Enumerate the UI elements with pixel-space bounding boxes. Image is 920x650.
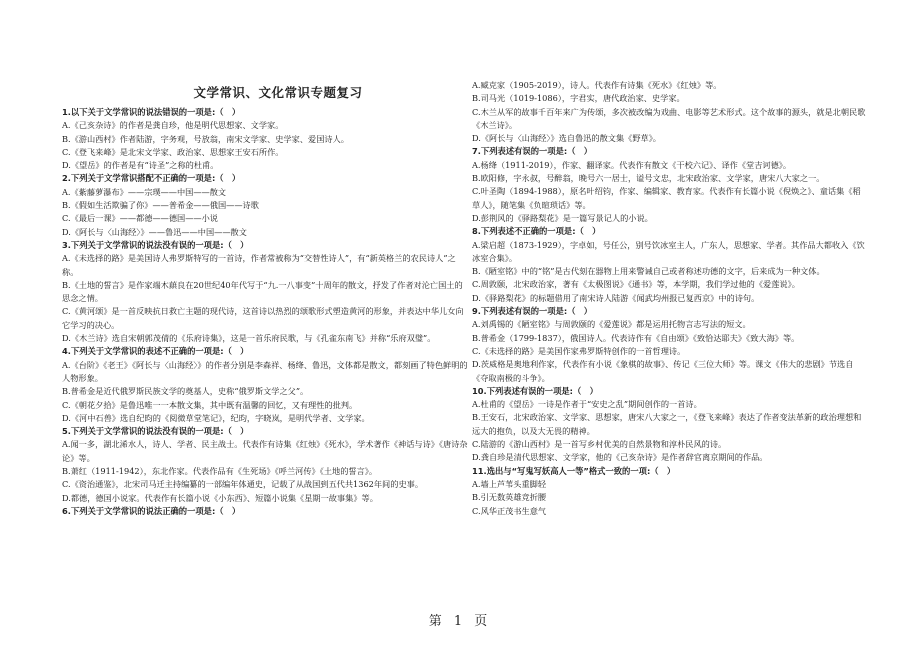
left-column-body bbox=[62, 106, 470, 518]
answer-option: B.《陋室铭》中的“铭”是古代刻在器物上用来警诫自己或者称述功德的文字，后来成为一种文体。 bbox=[472, 266, 825, 277]
answer-option: C.《黄河颂》是一首反映抗日救亡主题的现代诗，这首诗以热烈的颂歌形式塑造黄河的形象，并表达中华儿女向它学习的决心。 bbox=[62, 306, 464, 330]
answer-option: A.《紫藤萝瀑布》——宗璞——中国——散文 bbox=[62, 186, 227, 197]
answer-option: A.《未选择的路》是美国诗人弗罗斯特写的一首诗，作者常被称为“交替性诗人”，有“新英格兰的农民诗人”之称。 bbox=[62, 253, 456, 277]
answer-option: A.墙上芦苇头重脚轻 bbox=[472, 478, 547, 489]
answer-option: B.《土地的誓言》是作家端木蕻良在20世纪40年代写于“九.一八事变”十周年的散文，抒发了作者对沦亡国土的思念之情。 bbox=[62, 279, 463, 304]
answer-option: C.叶圣陶（1894-1988），原名叶绍钧，作家、编辑家、教育家。代表作有长篇小说《倪焕之》、童话集《稻草人》，随笔集《负暄琐话》等。 bbox=[472, 186, 861, 210]
answer-option: B.《假如生活欺骗了你》——普希金——俄国——诗歌 bbox=[62, 200, 259, 211]
page-number: 第 1 页 bbox=[428, 614, 492, 629]
right-column-body bbox=[472, 79, 868, 518]
answer-option: D.都德，德国小说家。代表作有长篇小说《小东西》、短篇小说集《星期一故事集》等。 bbox=[62, 492, 378, 503]
answer-option: B.萧红（1911-1942），东北作家。代表作品有《生死场》《呼兰河传》《土地的誓言》。 bbox=[62, 466, 378, 477]
question-stem: 6.下列关于文学常识的说法正确的一项是:（ ） bbox=[62, 505, 241, 516]
question-stem: 2.下列关于文学常识搭配不正确的一项是:（ ） bbox=[62, 173, 241, 184]
question-stem: 7.下列表述有误的一项是:（ ） bbox=[472, 146, 593, 157]
answer-option: C.《资治通鉴》，北宋司马迁主持编纂的一部编年体通史，记载了从战国到五代共1362年间的史事。 bbox=[62, 479, 424, 490]
question-stem: 11.选出与“写鬼写妖高人一等”格式一致的一项:（ ） bbox=[472, 465, 676, 476]
answer-option: D.《阿长与〈山海经〉》选自鲁迅的散文集《野草》。 bbox=[472, 133, 661, 144]
answer-option: B.普希金是近代俄罗斯民族文学的奠基人，史称“俄罗斯文学之父”。 bbox=[62, 386, 309, 397]
answer-option: D.《木兰诗》选自宋朝郭茂倩的《乐府诗集》，这是一首乐府民歌，与《孔雀东南飞》并称“乐府双璧”。 bbox=[62, 333, 436, 344]
answer-option: C.《登飞来峰》是北宋文学家、政治家、思想家王安石所作。 bbox=[62, 146, 284, 157]
answer-option: B.普希金（1799-1837），俄国诗人。代表诗作有《自由颂》《致恰达耶夫》《致大海》等。 bbox=[472, 332, 800, 343]
answer-option: A.杨绛（1911-2019），作家、翻译家。代表作有散文《干校六记》、译作《堂吉诃德》。 bbox=[472, 159, 792, 170]
answer-option: D.龚自珍是清代思想家、文学家，他的《己亥杂诗》是作者辞官离京期间的作品。 bbox=[472, 452, 768, 463]
answer-option: D.彭荆风的《驿路梨花》是一篇写景记人的小说。 bbox=[472, 212, 653, 223]
answer-option: D.茨威格是奥地利作家，代表作有小说《象棋的故事》、传记《三位大师》等。课文《伟大的悲剧》节选自《夺取南极的斗争》。 bbox=[472, 359, 854, 383]
answer-option: A.闻一多，湖北浠水人，诗人、学者、民主战士。代表作有诗集《红烛》《死水》，学术著作《神话与诗》《唐诗杂论》等。 bbox=[62, 439, 468, 463]
answer-option: B.《游山西村》作者陆游，字务观，号放翁，南宋文学家、史学家、爱国诗人。 bbox=[62, 133, 349, 144]
question-stem: 8.下列表述不正确的一项是:（ ） bbox=[472, 226, 601, 237]
answer-option: C.木兰从军的故事千百年来广为传颂，多次被改编为戏曲、电影等艺术形式。这个故事的源头，就是北朝民歌《木兰诗》。 bbox=[472, 106, 866, 130]
question-stem: 9.下列表述有误的一项是:（ ） bbox=[472, 306, 593, 317]
answer-option: A.《台阶》《老王》《阿长与〈山海经〉》的作者分别是李森祥、杨绛、鲁迅，文体都是散文，都刻画了特色鲜明的人物形象。 bbox=[62, 359, 468, 383]
answer-option: C.陆游的《游山西村》是一首写乡村优美的自然景物和淳朴民风的诗。 bbox=[472, 439, 727, 450]
answer-option: A.《己亥杂诗》的作者是龚自珍，他是明代思想家、文学家。 bbox=[62, 120, 284, 131]
answer-option: D.《望岳》的作者是有“诗圣”之称的杜甫。 bbox=[62, 160, 219, 171]
question-stem: 5.下列关于文学常识的说法没有误的一项是:（ ） bbox=[62, 426, 249, 437]
answer-option: B.王安石，北宋政治家、文学家、思想家，唐宋八大家之一，《登飞来峰》表达了作者变法革新的政治理想和远大的抱负，以及大无畏的精神。 bbox=[472, 412, 862, 436]
answer-option: A.臧克家（1905-2019），诗人。代表作有诗集《死水》《红烛》等。 bbox=[472, 80, 722, 90]
answer-option: A.杜甫的《望岳》一诗是作者于“安史之乱”期间创作的一首诗。 bbox=[472, 399, 702, 410]
answer-option: B.欧阳修，字永叔，号醉翁，晚号六一居士，谥号文忠，北宋政治家、文学家，唐宋八大家之一。 bbox=[472, 173, 825, 184]
answer-option: A.梁启超（1873-1929），字卓如，号任公，别号饮冰室主人，广东人，思想家、学者。其作品大都收入《饮冰室合集》。 bbox=[472, 239, 865, 263]
answer-option: D.《驿路梨花》的标题借用了南宋诗人陆游《闻武均州报已复西京》中的诗句。 bbox=[472, 292, 760, 303]
answer-option: C.《未选择的路》是美国作家弗罗斯特创作的一首哲理诗。 bbox=[472, 345, 686, 356]
question-stem: 1.以下关于文学常识的说法错误的一项是:（ ） bbox=[62, 107, 241, 117]
answer-option: C.周敦颐，北宋政治家，著有《太极图说》《通书》等，本学期，我们学过他的《爱莲说》。 bbox=[472, 279, 800, 290]
question-stem: 3.下列关于文学常识的说法没有误的一项是:（ ） bbox=[62, 239, 249, 250]
answer-option: C.《最后一课》——都德——德国——小说 bbox=[62, 213, 218, 224]
answer-option: D.《阿长与〈山海经〉》——鲁迅——中国——散文 bbox=[62, 226, 247, 237]
answer-option: A.刘禹锡的《陋室铭》与周敦颐的《爱莲说》都是运用托物言志写法的短文。 bbox=[472, 319, 751, 330]
document-title: 文学常识、文化常识专题复习 bbox=[193, 85, 363, 100]
answer-option: B.引无数英雄竞折腰 bbox=[472, 492, 547, 503]
question-stem: 4.下列关于文学常识的表述不正确的一项是:（ ） bbox=[62, 346, 249, 357]
answer-option: C.《朝花夕拾》是鲁迅唯一一本散文集，其中既有温馨的回忆，又有理性的批判。 bbox=[62, 399, 358, 410]
question-stem: 10.下列表述有误的一项是:（ ） bbox=[472, 385, 598, 396]
answer-option: D.《河中石兽》选自纪昀的《阅微草堂笔记》，纪昀，字晓岚，是明代学者、文学家。 bbox=[62, 412, 370, 423]
answer-option: C.风华正茂书生意气 bbox=[472, 505, 547, 516]
answer-option: B.司马光（1019-1086），字君实，唐代政治家、史学家。 bbox=[472, 93, 685, 104]
